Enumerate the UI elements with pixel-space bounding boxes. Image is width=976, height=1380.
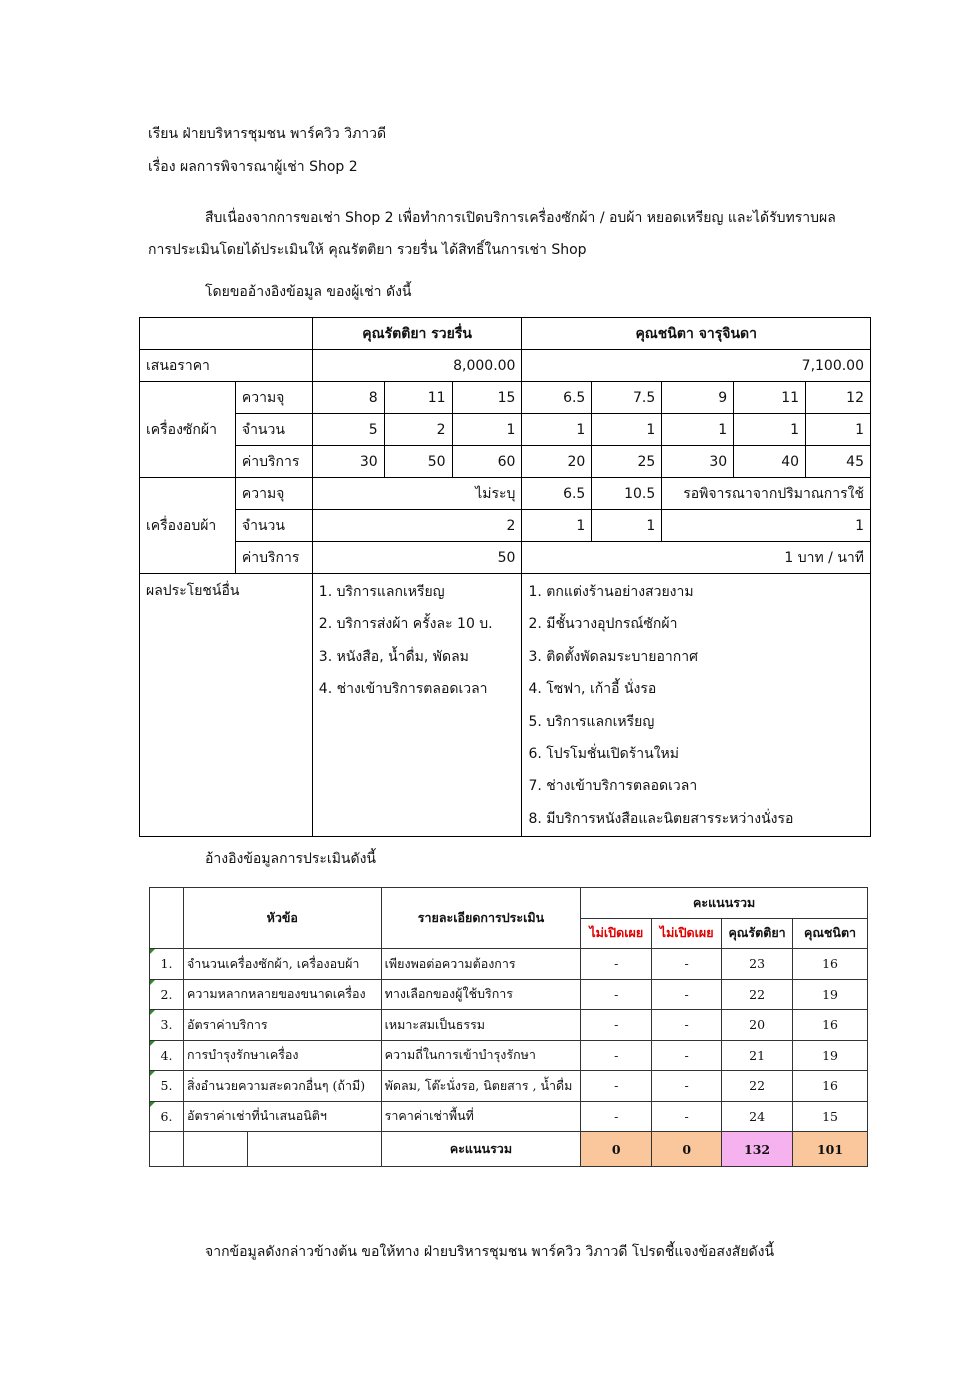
- row-number: 4.: [150, 1040, 184, 1071]
- letter-recipient: เรียน ฝ่ายบริหารชุมชน พาร์ควิว วิภาวดี: [148, 126, 387, 142]
- undisclosed-bidder-2: ไม่เปิดเผย: [652, 918, 722, 949]
- total-empty-cell: [247, 1132, 381, 1167]
- row-topic: อัตราค่าเช่าที่นำเสนอนิติฯ: [183, 1101, 381, 1132]
- row-score: -: [581, 949, 652, 980]
- row-number: 3.: [150, 1010, 184, 1041]
- dryer-capacity-b: 6.5: [522, 478, 592, 510]
- offer-b: 7,100.00: [522, 350, 871, 382]
- letter-paragraph-2: โดยขออ้างอิงข้อมูล ของผู้เช่า ดังนี้: [205, 284, 412, 300]
- washer-fee: 30: [312, 446, 384, 478]
- dryer-fee-b: 1 บาท / นาที: [522, 542, 871, 574]
- dryer-fee-label: ค่าบริการ: [235, 542, 312, 574]
- offer-a: 8,000.00: [312, 350, 522, 382]
- row-score: 22: [722, 1071, 793, 1102]
- dryer-count-a: 2: [312, 510, 522, 542]
- row-score: 24: [722, 1101, 793, 1132]
- letter-paragraph-line2: การประเมินโดยได้ประเมินให้ คุณรัตติยา รวยรื่น ได้สิทธิ์ในการเช่า Shop: [148, 242, 587, 258]
- row-score: 16: [793, 1071, 868, 1102]
- benefit-a-item: 4. ช่างเข้าบริการตลอดเวลา: [318, 681, 488, 698]
- dryer-count-b: 1: [522, 510, 592, 542]
- table-row: [150, 1101, 868, 1132]
- benefit-b-item: 4. โซฟา, เก้าอี้ นั่งรอ: [528, 681, 657, 698]
- row-score: 16: [793, 949, 868, 980]
- dryer-fee-a: 50: [312, 542, 522, 574]
- bidder-rattiya: คุณรัตติยา: [722, 918, 793, 949]
- bidder-b-name: คุณชนิตา จารุจินดา: [522, 318, 871, 350]
- table-row: [150, 1010, 868, 1041]
- benefits-a-cell: [312, 574, 522, 837]
- row-score: 15: [793, 1101, 868, 1132]
- washer-count: 1: [522, 414, 592, 446]
- washer-capacity: 15: [452, 382, 522, 414]
- benefit-b-item: 6. โปรโมชั่นเปิดร้านใหม่: [528, 746, 680, 763]
- row-number: 2.: [150, 979, 184, 1010]
- total-score: 0: [652, 1132, 722, 1167]
- benefit-b-item: 2. มีชั้นวางอุปกรณ์ซักผ้า: [528, 616, 678, 633]
- letter-paragraph-line1: สืบเนื่องจากการขอเช่า Shop 2 เพื่อทำการเปิดบริการเครื่องซักผ้า / อบผ้า หยอดเหรียญ และได้รับทราบผล: [205, 210, 836, 226]
- bidder-chanita: คุณชนิตา: [793, 918, 868, 949]
- comparison-table: [139, 317, 871, 837]
- table-row: [150, 1040, 868, 1071]
- header-empty-cell: [140, 318, 313, 350]
- washer-capacity: 7.5: [592, 382, 662, 414]
- washer-fee: 45: [806, 446, 871, 478]
- row-detail: เหมาะสมเป็นธรรม: [381, 1010, 581, 1041]
- row-score: 16: [793, 1010, 868, 1041]
- washer-capacity: 11: [384, 382, 452, 414]
- dryer-count-b: 1: [592, 510, 662, 542]
- washer-fee: 40: [734, 446, 806, 478]
- washer-fee: 60: [452, 446, 522, 478]
- benefits-b-cell: [522, 574, 871, 837]
- row-score: -: [652, 1071, 722, 1102]
- total-score-header: คะแนนรวม: [581, 888, 868, 919]
- washer-capacity: 6.5: [522, 382, 592, 414]
- no-header: [150, 888, 184, 949]
- washer-count: 2: [384, 414, 452, 446]
- table-row: [150, 979, 868, 1010]
- row-number: 1.: [150, 949, 184, 980]
- row-score: -: [652, 1010, 722, 1041]
- table-row: [150, 1071, 868, 1102]
- row-score: -: [581, 1071, 652, 1102]
- washer-count-label: จำนวน: [235, 414, 312, 446]
- row-score: 19: [793, 1040, 868, 1071]
- topic-header: หัวข้อ: [183, 888, 381, 949]
- row-detail: ความถี่ในการเข้าบำรุงรักษา: [381, 1040, 581, 1071]
- row-number: 6.: [150, 1101, 184, 1132]
- benefit-b-item: 8. มีบริการหนังสือและนิตยสารระหว่างนั่งรอ: [528, 810, 794, 827]
- benefit-a-item: 3. หนังสือ, น้ำดื่ม, พัดลม: [318, 648, 469, 665]
- row-detail: พัดลม, โต๊ะนั่งรอ, นิตยสาร , น้ำดื่ม: [381, 1071, 581, 1102]
- benefit-a-item: 1. บริการแลกเหรียญ: [318, 584, 445, 600]
- row-score: -: [652, 949, 722, 980]
- washer-fee: 25: [592, 446, 662, 478]
- row-score: -: [581, 1010, 652, 1041]
- letter-subject: เรื่อง ผลการพิจารณาผู้เช่า Shop 2: [148, 159, 358, 175]
- row-score: -: [581, 1040, 652, 1071]
- washer-fee: 50: [384, 446, 452, 478]
- washer-fee: 20: [522, 446, 592, 478]
- offer-label: เสนอราคา: [140, 350, 313, 382]
- evaluation-table: [149, 887, 868, 1167]
- row-topic: จำนวนเครื่องซักผ้า, เครื่องอบผ้า: [183, 949, 381, 980]
- detail-header: รายละเอียดการประเมิน: [381, 888, 581, 949]
- washer-fee: 30: [662, 446, 734, 478]
- table-row: [150, 949, 868, 980]
- row-detail: เพียงพอต่อความต้องการ: [381, 949, 581, 980]
- washer-count: 1: [592, 414, 662, 446]
- dryer-capacity-label: ความจุ: [235, 478, 312, 510]
- row-score: -: [652, 1101, 722, 1132]
- total-score: 101: [793, 1132, 868, 1167]
- washer-count: 5: [312, 414, 384, 446]
- total-row: [150, 1132, 868, 1167]
- row-score: 19: [793, 979, 868, 1010]
- row-detail: ทางเลือกของผู้ใช้บริการ: [381, 979, 581, 1010]
- row-number: 5.: [150, 1071, 184, 1102]
- row-score: -: [581, 1101, 652, 1132]
- row-score: 20: [722, 1010, 793, 1041]
- benefit-b-item: 3. ติดตั้งพัดลมระบายอากาศ: [528, 648, 698, 665]
- washer-capacity-label: ความจุ: [235, 382, 312, 414]
- dryer-capacity-a: ไม่ระบุ: [312, 478, 522, 510]
- benefit-a-item: 2. บริการส่งผ้า ครั้งละ 10 บ.: [318, 616, 493, 633]
- total-score: 132: [722, 1132, 793, 1167]
- row-score: 22: [722, 979, 793, 1010]
- bidder-a-name: คุณรัตติยา รวยรื่น: [312, 318, 522, 350]
- row-score: -: [581, 979, 652, 1010]
- row-detail: ราคาค่าเช่าพื้นที่: [381, 1101, 581, 1132]
- total-score: 0: [581, 1132, 652, 1167]
- row-score: -: [652, 979, 722, 1010]
- washer-capacity: 12: [806, 382, 871, 414]
- closing-paragraph: จากข้อมูลดังกล่าวข้างต้น ขอให้ทาง ฝ่ายบริหารชุมชน พาร์ควิว วิภาวดี โปรดชี้แจงข้อสงสัยดังนี้: [205, 1244, 775, 1260]
- row-topic: การบำรุงรักษาเครื่อง: [183, 1040, 381, 1071]
- dryer-capacity-b: 10.5: [592, 478, 662, 510]
- row-score: 23: [722, 949, 793, 980]
- dryer-capacity-b-note: รอพิจารณาจากปริมาณการใช้: [662, 478, 871, 510]
- row-score: 21: [722, 1040, 793, 1071]
- washer-count: 1: [806, 414, 871, 446]
- dryer-count-label: จำนวน: [235, 510, 312, 542]
- washer-capacity: 11: [734, 382, 806, 414]
- benefit-b-item: 7. ช่างเข้าบริการตลอดเวลา: [528, 778, 698, 795]
- benefit-b-item: 5. บริการแลกเหรียญ: [528, 713, 655, 730]
- undisclosed-bidder-1: ไม่เปิดเผย: [581, 918, 652, 949]
- dryer-label: เครื่องอบผ้า: [140, 478, 236, 574]
- benefits-label: ผลประโยชน์อื่น: [140, 574, 313, 837]
- total-empty-cell: [150, 1132, 184, 1167]
- dryer-count-b: 1: [662, 510, 871, 542]
- washer-label: เครื่องซักผ้า: [140, 382, 236, 478]
- row-score: -: [652, 1040, 722, 1071]
- benefit-b-item: 1. ตกแต่งร้านอย่างสวยงาม: [528, 584, 694, 600]
- total-label: คะแนนรวม: [381, 1132, 581, 1167]
- row-topic: ความหลากหลายของขนาดเครื่อง: [183, 979, 381, 1010]
- total-empty-cell: [183, 1132, 247, 1167]
- washer-count: 1: [452, 414, 522, 446]
- washer-count: 1: [662, 414, 734, 446]
- reference-heading: อ้างอิงข้อมูลการประเมินดังนี้: [205, 851, 377, 867]
- row-topic: อัตราค่าบริการ: [183, 1010, 381, 1041]
- washer-capacity: 9: [662, 382, 734, 414]
- washer-fee-label: ค่าบริการ: [235, 446, 312, 478]
- row-topic: สิ่งอำนวยความสะดวกอื่นๆ (ถ้ามี): [183, 1071, 381, 1102]
- washer-count: 1: [734, 414, 806, 446]
- washer-capacity: 8: [312, 382, 384, 414]
